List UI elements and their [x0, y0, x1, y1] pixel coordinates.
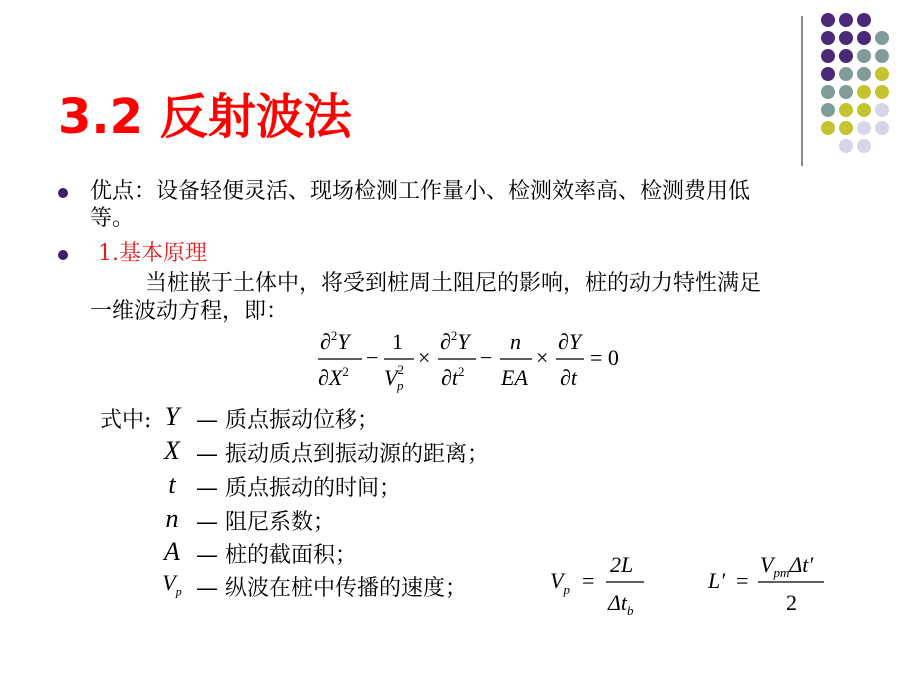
decor-dot [821, 121, 835, 135]
decor-dot [857, 121, 871, 135]
principle-line-2: 一维波动方程，即： [90, 299, 289, 324]
formula-vp-den: Δt [608, 590, 628, 615]
decor-dot [821, 49, 835, 63]
decor-dot [839, 103, 853, 117]
decor-dot [839, 67, 853, 81]
eq-n: n [510, 329, 521, 354]
advantages-line-2: 等。 [90, 206, 135, 231]
svg-text:∂X2: $\partial X^2$ [318, 364, 349, 390]
var-symbol-x: X [164, 436, 180, 465]
bullet-icon [58, 250, 68, 260]
decor-vertical-divider [801, 16, 803, 166]
where-label: 式中: [100, 408, 152, 433]
wave-equation [310, 325, 630, 395]
decor-dot [839, 31, 853, 45]
formula-vp [548, 548, 658, 620]
decor-dot [857, 103, 871, 117]
decor-dot [839, 49, 853, 63]
var-symbol-vp: $V_p$ [162, 570, 182, 599]
var-desc-n: — 阻尼系数； [196, 510, 335, 535]
slide-title: 3.2 反射波法 [58, 89, 352, 145]
svg-text:∂Y: ∂Y [558, 329, 582, 354]
decor-dot [857, 85, 871, 99]
svg-text:∂2Y: ∂$^2$Y [320, 328, 350, 354]
decor-dot [857, 13, 871, 27]
section-heading: 1.基本原理 [98, 241, 207, 266]
svg-text:×: × [418, 345, 431, 370]
svg-text:×: × [536, 345, 549, 370]
decor-dot [821, 13, 835, 27]
decor-dot [875, 121, 889, 135]
decor-dot [857, 67, 871, 81]
decor-dot [839, 85, 853, 99]
decor-dot [821, 103, 835, 117]
svg-text:=: = [582, 568, 595, 593]
svg-text:Vp: $V_p$ [550, 568, 570, 597]
decor-dot [839, 139, 853, 153]
formula-l-prime [706, 548, 836, 620]
decor-dot [857, 139, 871, 153]
svg-text:=: = [736, 568, 749, 593]
eq-equals-zero: = 0 [590, 345, 619, 370]
var-desc-a: — 桩的截面积； [196, 543, 357, 568]
svg-text:∂t2: $\partial t^2$ [441, 364, 465, 390]
advantages-line-1: 优点：设备轻便灵活、现场检测工作量小、检测效率高、检测费用低 [90, 179, 751, 204]
decor-dot [839, 121, 853, 135]
formula-l-lhs: L′ [708, 568, 726, 593]
var-desc-y: — 质点振动位移； [196, 408, 379, 433]
decor-dot [875, 49, 889, 63]
principle-line-1: 当桩嵌于土体中，将受到桩周土阻尼的影响，桩的动力特性满足 [145, 271, 762, 296]
var-desc-vp: — 纵波在桩中传播的速度； [196, 576, 467, 601]
formula-l-den: 2 [786, 590, 797, 615]
svg-text:VpmΔt′: $V_{pm}\Delta t'$ [760, 552, 814, 580]
decor-dot [875, 67, 889, 81]
eq-ea: EA [501, 365, 528, 390]
decor-dot [875, 103, 889, 117]
var-desc-x: — 振动质点到振动源的距离； [196, 442, 489, 467]
decor-dot [857, 49, 871, 63]
decor-dot [857, 31, 871, 45]
svg-text:−: − [366, 345, 379, 370]
svg-text:V2p: $V^2$ p [384, 362, 404, 393]
var-symbol-n: n [165, 504, 179, 533]
eq-one: 1 [392, 329, 403, 354]
decor-dot [821, 85, 835, 99]
var-desc-t: — 质点振动的时间； [196, 476, 401, 501]
decor-dot [821, 67, 835, 81]
svg-text:Δtb: $\Delta t_b$ [608, 590, 634, 618]
var-symbol-a: A [164, 537, 180, 566]
decor-dot [875, 85, 889, 99]
formula-vp-num: 2L [610, 552, 634, 577]
bullet-icon [58, 188, 68, 198]
decor-dot [821, 31, 835, 45]
var-symbol-t: t [168, 470, 176, 499]
decor-dot [875, 31, 889, 45]
svg-text:∂2Y: ∂$^2$Y [440, 328, 470, 354]
svg-text:−: − [480, 345, 493, 370]
decor-dot [839, 13, 853, 27]
var-symbol-y: Y [164, 402, 180, 431]
svg-text:∂t: ∂t [560, 365, 577, 390]
